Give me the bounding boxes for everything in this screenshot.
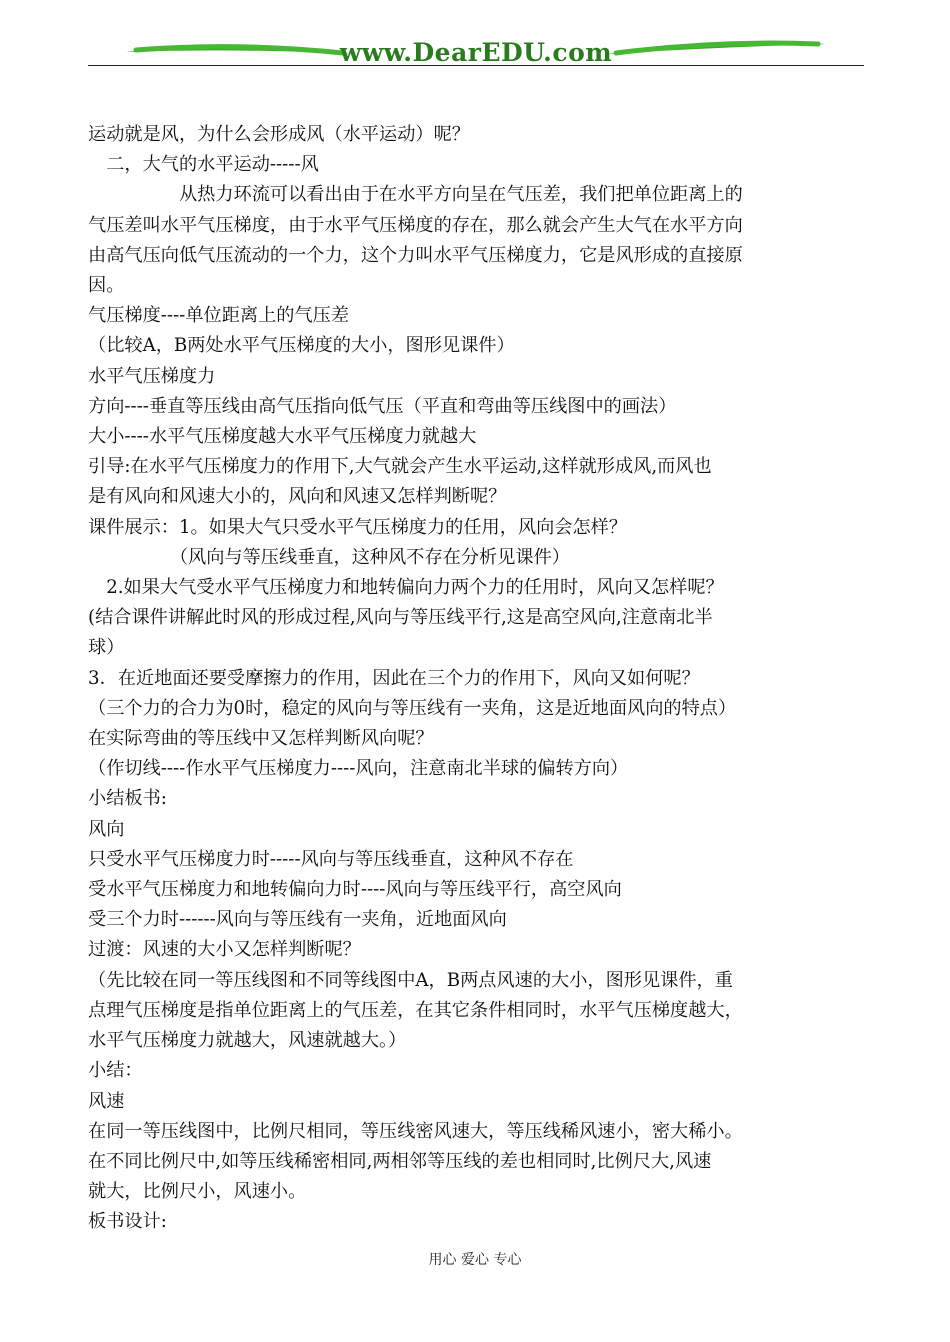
text-line: 水平气压梯度力 xyxy=(88,365,216,387)
text-line: （作切线----作水平气压梯度力----风向，注意南北半球的偏转方向） xyxy=(88,758,629,780)
text-line: 风速 xyxy=(88,1090,125,1112)
text-line: 二，大气的水平运动-----风 xyxy=(88,154,319,176)
text-line: 风向 xyxy=(88,818,125,840)
text-line: 水平气压梯度力就越大，风速就越大。） xyxy=(88,1030,407,1052)
text-line: 2.如果大气受水平气压梯度力和地转偏向力两个力的任用时，风向又怎样呢？ xyxy=(88,577,724,599)
text-line: 引导:在水平气压梯度力的作用下,大气就会产生水平运动,这样就形成风,而风也 xyxy=(88,456,712,478)
site-logo[interactable]: www.DearEDU.com xyxy=(339,38,613,67)
text-line: 球） xyxy=(88,637,125,659)
text-line: 过渡：风速的大小又怎样判断呢？ xyxy=(88,939,361,961)
text-line: 气压差叫水平气压梯度，由于水平气压梯度的存在，那么就会产生大气在水平方向 xyxy=(88,214,743,236)
text-line: （三个力的合力为0时，稳定的风向与等压线有一夹角，这是近地面风向的特点） xyxy=(88,697,737,719)
text-line: 从热力环流可以看出由于在水平方向呈在气压差，我们把单位距离上的 xyxy=(88,184,743,206)
text-line: （比较A，B两处水平气压梯度的大小，图形见课件） xyxy=(88,335,515,357)
page-header xyxy=(88,34,864,68)
text-line: 课件展示：1。如果大气只受水平气压梯度力的任用，风向会怎样？ xyxy=(88,516,628,538)
text-line: （先比较在同一等压线图和不同等线图中A，B两点风速的大小，图形见课件，重 xyxy=(88,969,733,991)
document-body xyxy=(88,120,866,1238)
text-line: 在同一等压线图中，比例尺相同，等压线密风速大，等压线稀风速小，密大稀小。 xyxy=(88,1120,743,1142)
text-line: 在实际弯曲的等压线中又怎样判断风向呢？ xyxy=(88,728,434,750)
text-line: 运动就是风，为什么会形成风（水平运动）呢？ xyxy=(88,124,470,145)
text-line: 受三个力时------风向与等压线有一夹角，近地面风向 xyxy=(88,909,507,931)
text-line: 由高气压向低气压流动的一个力，这个力叫水平气压梯度力，它是风形成的直接原 xyxy=(88,244,743,266)
text-line: 因。 xyxy=(88,275,125,297)
text-line: 小结： xyxy=(88,1060,143,1082)
text-line: 气压梯度----单位距离上的气压差 xyxy=(88,305,350,327)
text-line: 就大，比例尺小，风速小。 xyxy=(88,1181,307,1203)
text-line: 受水平气压梯度力和地转偏向力时----风向与等压线平行，高空风向 xyxy=(88,879,622,901)
text-line: 点理气压梯度是指单位距离上的气压差，在其它条件相同时，水平气压梯度越大， xyxy=(88,999,743,1021)
text-line: 方向----垂直等压线由高气压指向低气压（平直和弯曲等压线图中的画法） xyxy=(88,395,677,417)
text-line: 板书设计: xyxy=(88,1211,167,1233)
text-line: 只受水平气压梯度力时-----风向与等压线垂直，这种风不存在 xyxy=(88,848,574,870)
header-divider xyxy=(88,65,864,66)
text-line: 大小----水平气压梯度越大水平气压梯度力就越大 xyxy=(88,426,477,448)
text-line: 是有风向和风速大小的，风向和风速又怎样判断呢？ xyxy=(88,486,507,508)
text-line: 在不同比例尺中,如等压线稀密相同,两相邻等压线的差也相同时,比例尺大,风速 xyxy=(88,1150,712,1172)
text-line: 3．在近地面还要受摩擦力的作用，因此在三个力的作用下，风向又如何呢？ xyxy=(88,667,700,689)
page-footer: 用心 爱心 专心 xyxy=(428,1252,522,1268)
text-line: (结合课件讲解此时风的形成过程,风向与等压线平行,这是高空风向,注意南北半 xyxy=(88,607,713,629)
text-line: 小结板书: xyxy=(88,788,167,810)
text-line: （风向与等压线垂直，这种风不存在分析见课件） xyxy=(88,546,570,568)
